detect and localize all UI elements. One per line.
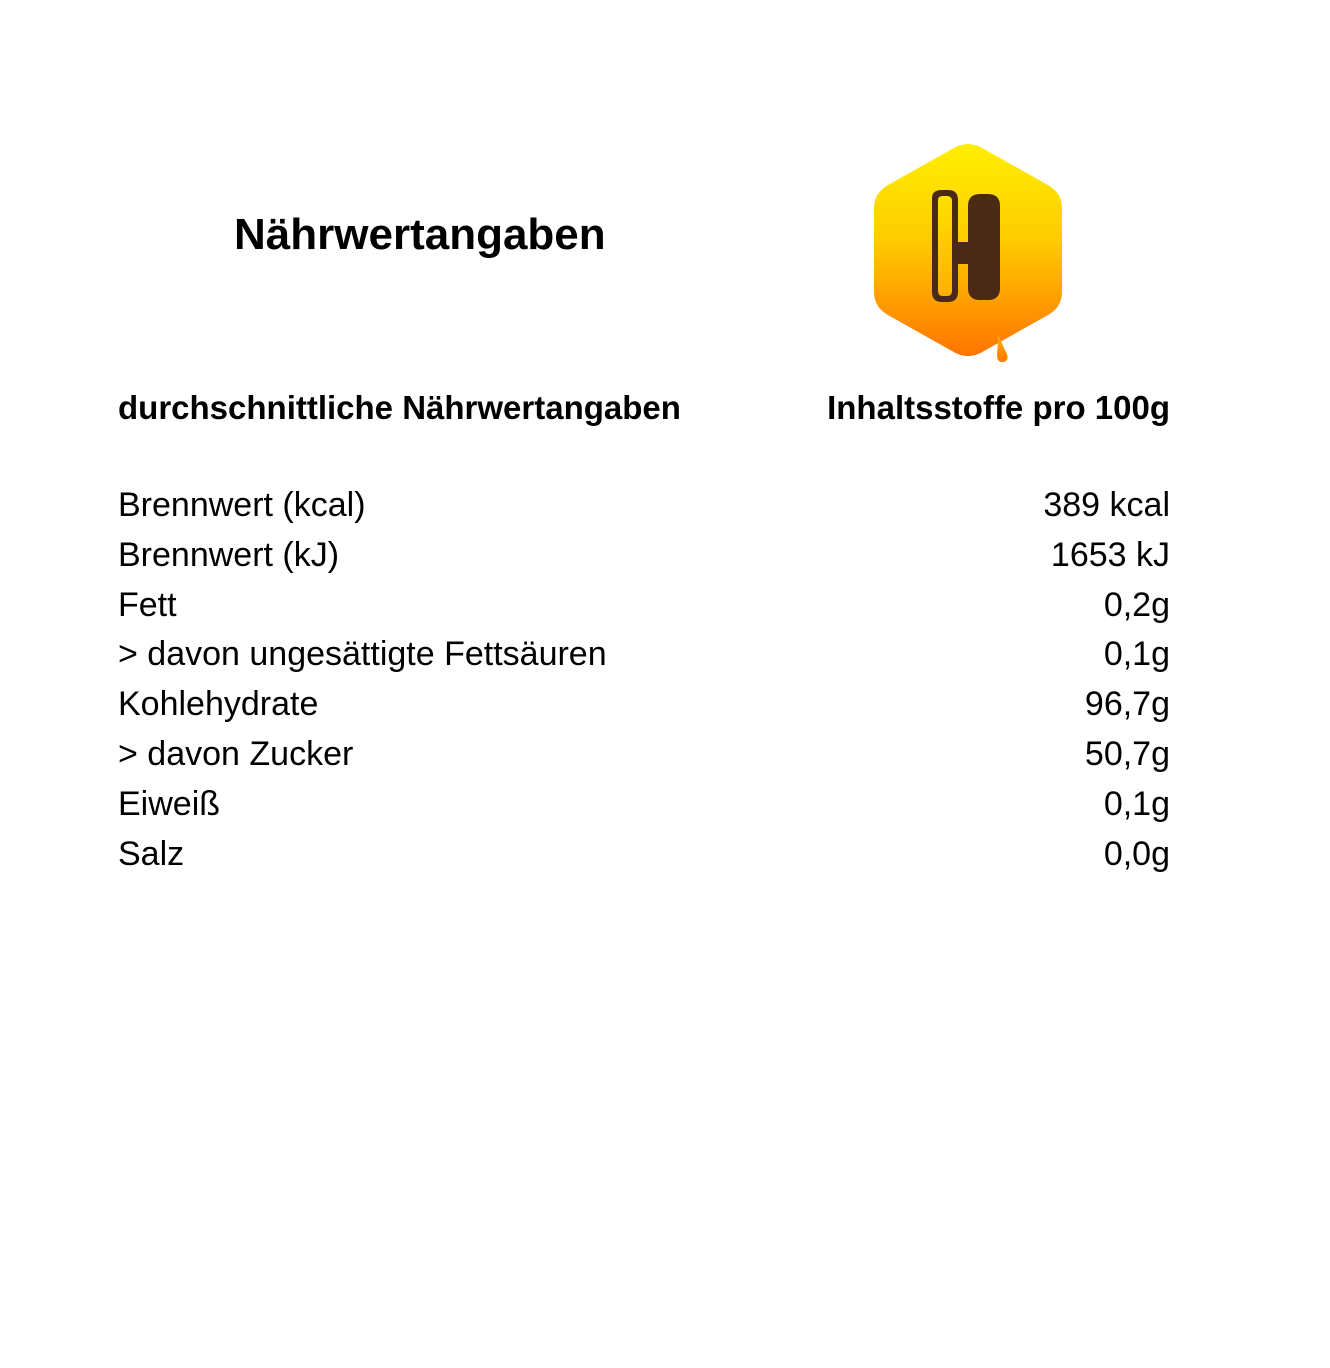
table-row — [118, 631, 1170, 681]
row-label: Salz — [118, 834, 185, 873]
row-label: > davon Zucker — [118, 734, 354, 773]
row-value: 0,2g — [1103, 585, 1170, 624]
row-value: 0,0g — [1103, 834, 1170, 873]
row-label: Eiweiß — [118, 784, 221, 823]
row-value: 96,7g — [1084, 685, 1170, 724]
row-label: > davon ungesättigte Fettsäuren — [118, 635, 607, 674]
row-label: Brennwert (kcal) — [118, 486, 366, 524]
table-row — [118, 681, 1170, 731]
row-value: 0,1g — [1103, 784, 1170, 823]
row-label: Fett — [118, 585, 177, 624]
row-value: 389 kcal — [1043, 486, 1170, 524]
page-title: Nährwertangaben — [234, 210, 606, 259]
row-value: 50,7g — [1084, 734, 1170, 773]
row-label: Brennwert (kJ) — [118, 535, 340, 574]
honey-hexagon-h-logo-icon — [868, 138, 1068, 366]
logo-graphic — [868, 138, 1068, 366]
column-header-per-100g: Inhaltsstoffe pro 100g — [827, 389, 1170, 426]
table-row — [118, 731, 1170, 781]
table-header-row — [118, 386, 1170, 430]
table-row — [118, 532, 1170, 582]
table-row — [118, 482, 1170, 532]
nutrition-table — [118, 482, 1170, 880]
row-value: 1653 kJ — [1050, 535, 1170, 574]
table-row — [118, 781, 1170, 831]
row-value: 0,1g — [1103, 635, 1170, 674]
table-row — [118, 831, 1170, 881]
row-label: Kohlehydrate — [118, 685, 319, 724]
column-header-nutrient: durchschnittliche Nährwertangaben — [118, 389, 681, 426]
table-row — [118, 582, 1170, 632]
